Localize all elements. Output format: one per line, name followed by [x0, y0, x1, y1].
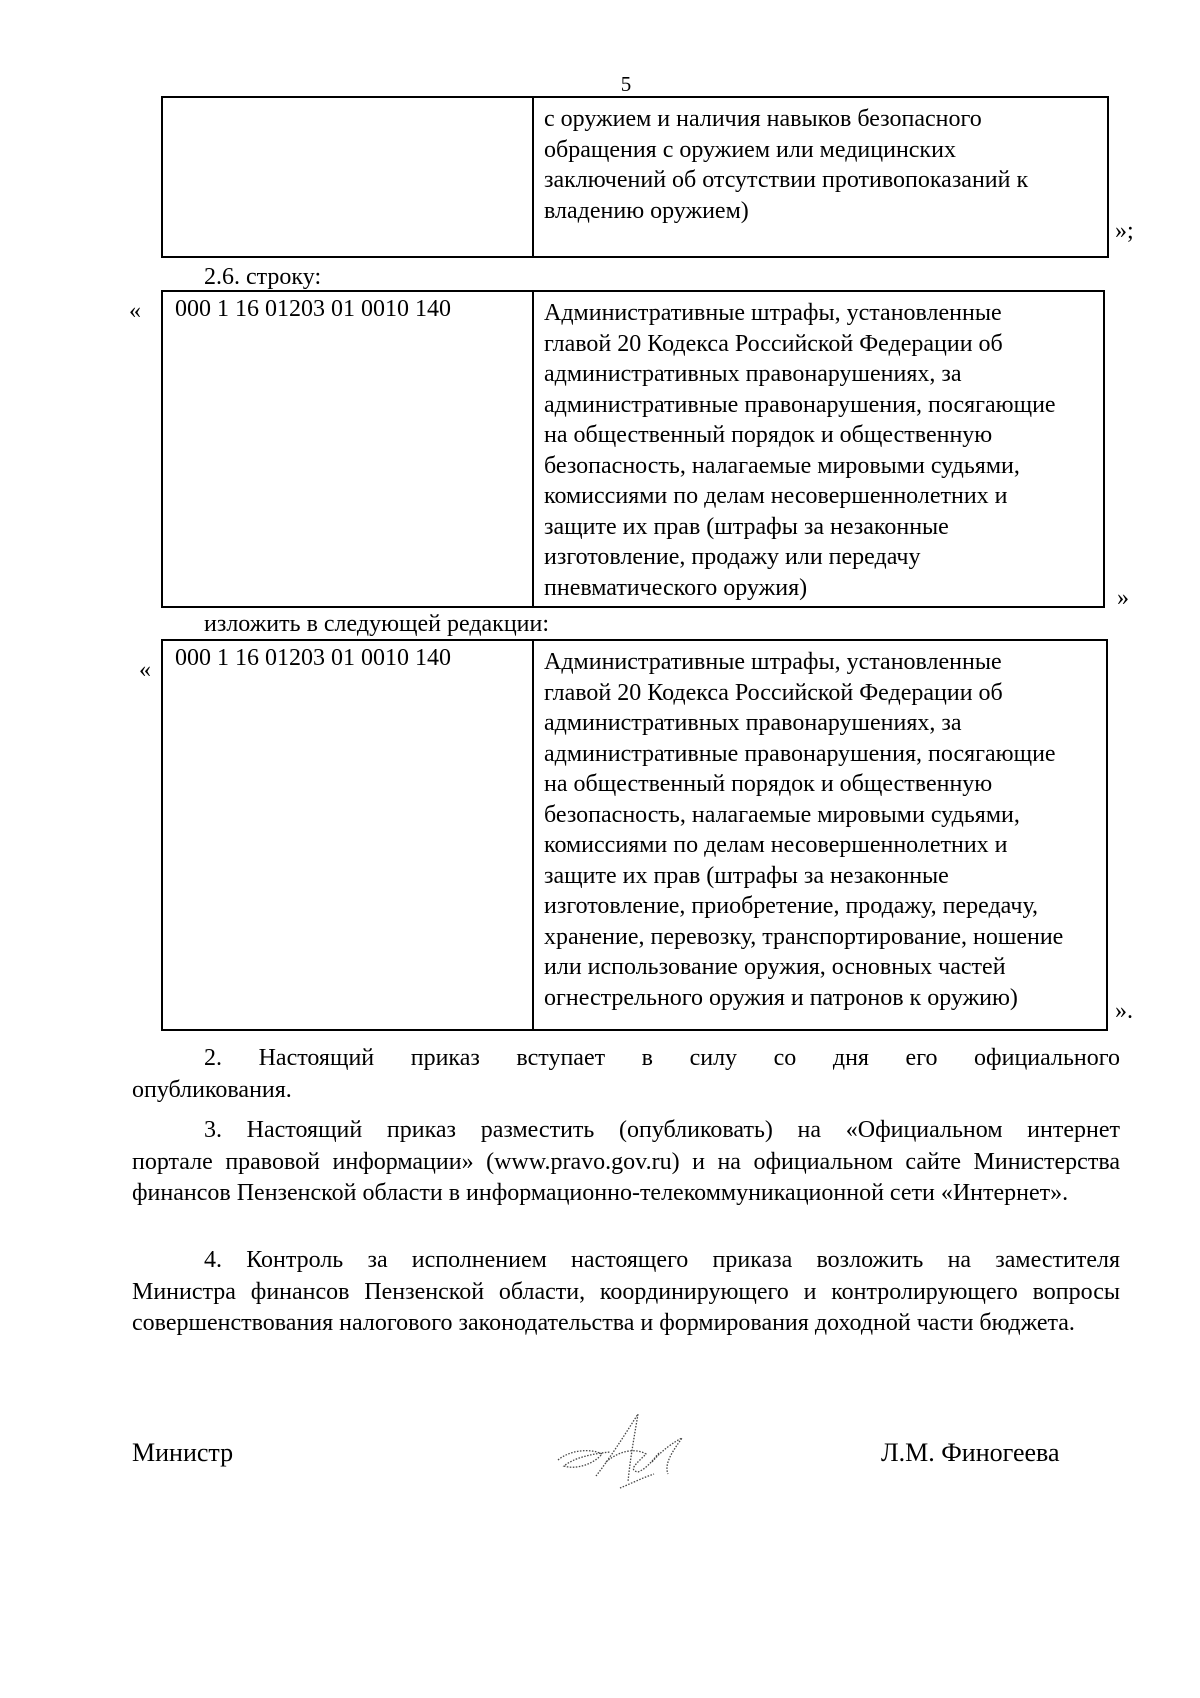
table-code-cell: [162, 640, 533, 1030]
table-description-text: с оружием и наличия навыков безопасного обращения с оружием или медицинских заключений об отсутствии противопоказаний к владению оружием): [544, 106, 1029, 224]
paragraph-rest: портале правовой информации» (www.pravo.gov.ru) и на официальном сайте Министерства финансов Пензенской области в информационно-телекоммуникационной сети «Интернет».: [132, 1148, 1120, 1206]
item-2-6-label: 2.6. строку:: [204, 264, 322, 290]
paragraph-first-line: 4. Контроль за исполнением настоящего приказа возложить на заместителя: [204, 1247, 1120, 1273]
closing-quote: »;: [1115, 218, 1134, 244]
table-description-cell: [533, 97, 1108, 257]
table-description-cell: [533, 640, 1107, 1030]
table-code-cell: [162, 291, 533, 607]
closing-quote: ».: [1115, 998, 1133, 1024]
table-description-text: Административные штрафы, установленные главой 20 Кодекса Российской Федерации об административных правонарушениях, за административные правонарушения, посягающие на общественный порядок и общественную безопасность, налагаемые мировыми судьями, комиссиями по делам несовершеннолетних и защите их прав (штрафы за незаконные изготовление, продажу или передачу пневматического оружия): [544, 300, 1056, 601]
closing-quote: »: [1117, 585, 1129, 611]
paragraph-first-line: 2. Настоящий приказ вступает в силу со дня его официального: [204, 1045, 1120, 1071]
paragraph-4: [132, 1245, 1120, 1340]
kbk-code: 000 1 16 01203 01 0010 140: [175, 645, 451, 671]
paragraph-rest: опубликования.: [132, 1076, 292, 1103]
paragraph-3: [132, 1115, 1120, 1210]
signature-role: Министр: [132, 1438, 234, 1467]
table-description-cell: [533, 291, 1104, 607]
table-code-cell: [162, 97, 533, 257]
paragraph-2: [132, 1043, 1120, 1106]
paragraph-first-line: 3. Настоящий приказ разместить (опубликовать) на «Официальном интернет: [204, 1117, 1120, 1143]
table-continuation: [161, 96, 1109, 258]
signature-name: Л.М. Финогеева: [881, 1438, 1060, 1467]
table-description-text: Административные штрафы, установленные главой 20 Кодекса Российской Федерации об административных правонарушениях, за административные правонарушения, посягающие на общественный порядок и общественную безопасность, налагаемые мировыми судьями, комиссиями по делам несовершеннолетних и защите их прав (штрафы за незаконные изготовление, приобретение, продажу, передачу, хранение, перевозку, транспортирование, ношение или использование оружия, основных частей огнестрельного оружия и патронов к оружию): [544, 649, 1064, 1011]
table-new-row: [161, 639, 1108, 1031]
opening-quote: «: [129, 298, 141, 324]
paragraph-rest: Министра финансов Пензенской области, координирующего и контролирующего вопросы совершенствования налогового законодательства и формирования доходной части бюджета.: [132, 1278, 1120, 1336]
kbk-code: 000 1 16 01203 01 0010 140: [175, 296, 451, 322]
opening-quote: «: [139, 657, 151, 683]
new-edition-label: изложить в следующей редакции:: [204, 611, 550, 637]
handwritten-signature: [550, 1398, 690, 1508]
table-old-row: [161, 290, 1105, 608]
page-number: 5: [620, 72, 632, 96]
